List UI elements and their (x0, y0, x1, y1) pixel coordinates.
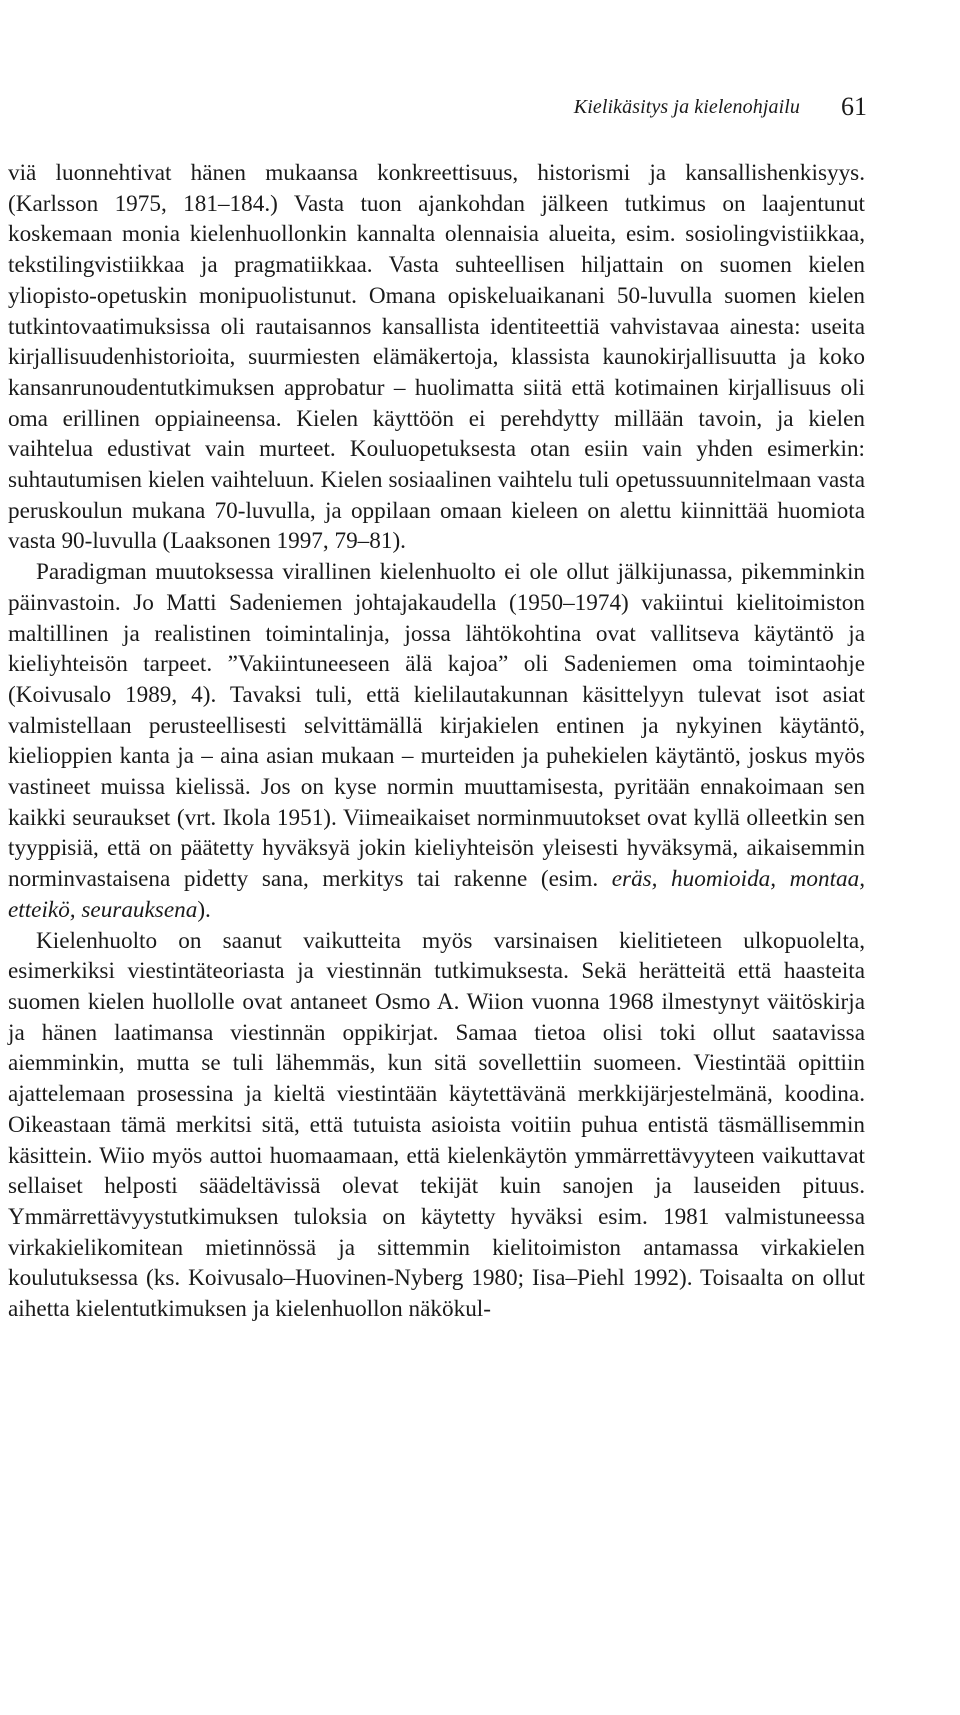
running-head (0, 92, 960, 124)
paragraph-2-text: Paradigman muutoksessa virallinen kielenhuolto ei ole ollut jälkijunassa, pikemminkin päinvastoin. Jo Matti Sadeniemen johtajakaudella (1950–1974) vakiintui kielitoimiston maltillinen ja realistinen toimintalinja, jossa lähtökohtina ovat vallitseva käytäntö ja kieliyhteisön tarpeet. ”Vakiintuneeseen älä kajoa” oli Sadeniemen oma toimintaohje (Koivusalo 1989, 4). Tavaksi tuli, että kielilautakunnan käsittelyyn tulevat isot asiat valmistellaan perusteellisesti selvittämällä kirjakielen entinen ja nykyinen käytäntö, kielioppien kanta ja – aina asian mukaan – murteiden ja puhekielen käytäntö, joskus myös vastineet muissa kielissä. Jos on kyse normin muuttamisesta, pyritään ennakoimaan sen kaikki seuraukset (vrt. Ikola 1951). Viimeaikaiset norminmuutokset ovat kyllä olleetkin sen tyyppisiä, että on päätetty hyväksyä jokin kieliyhteisön yleisesti hyväksymä, aikaisemmin norminvastaisena pidetty sana, merkitys tai rakenne (esim. (8, 559, 865, 893)
page-number: 61 (841, 92, 867, 121)
running-title: Kielikäsitys ja kielenohjailu (573, 96, 800, 118)
paragraph-1-text: viä luonnehtivat hänen mukaansa konkreettisuus, historismi ja kansallishenkisyys. (Karlsson 1975, 181–184.) Vasta tuon ajankohdan jälkeen tutkimus on laajentunut koskemaan monia kielenhuollonkin kannalta olennaisia alueita, esim. sosiolingvistiikkaa, tekstilingvistiikkaa ja pragmatiikkaa. Vasta suhteellisen hiljattain on suomen kielen yliopisto-opetuskin monipuolistunut. Omana opiskeluaikanani 50-luvulla suomen kielen tutkintovaatimuksissa oli rautaisannos kansallista identiteettiä vahvistavaa ainesta: useita kirjallisuudenhistorioita, suurmiesten elämäkertoja, klassista kaunokirjallisuutta ja koko kansanrunoudentutkimuksen approbatur – huolimatta siitä että kotimainen kirjallisuus oli oma erillinen oppiaineensa. Kielen käyttöön ei perehdytty millään tavoin, ja kielen vaihtelua edustivat vain murteet. Kouluopetuksesta otan esiin vain yhden esimerkin: suhtautumisen kielen vaihteluun. Kielen sosiaalinen vaihtelu tuli opetussuunnitelmaan vasta peruskoulun mukana 70-luvulla, ja oppilaan omaan kieleen on alettu kiinnittää huomiota vasta 90-luvulla (Laaksonen 1997, 79–81). (8, 160, 865, 555)
paragraph-2 (8, 557, 865, 925)
paragraph-2-tail: ). (197, 896, 211, 923)
paragraph-1 (8, 158, 865, 557)
paragraph-3-text: Kielenhuolto on saanut vaikutteita myös varsinaisen kielitieteen ulkopuolelta, esimerkiksi viestintäteoriasta ja viestinnän tutkimuksesta. Sekä herätteitä että haasteita suomen kielen huollolle ovat antaneet Osmo A. Wiion vuonna 1968 ilmestynyt väitöskirja ja hänen laatimansa viestinnän oppikirjat. Samaa tietoa olisi toki ollut saatavissa aiemminkin, mutta se tuli lähemmäs, kun sitä sovellettiin suomeen. Viestintää opittiin ajattelemaan prosessina ja kieltä viestintään käytettävänä merkkijärjestelmänä, koodina. Oikeastaan tämä merkitsi sitä, että tutuista asioista voitiin puhua entistä täsmällisemmin käsittein. Wiio myös auttoi huomaamaan, että kielenkäytön ymmärrettävyyteen vaikuttavat sellaiset helposti säädeltävissä olevat tekijät kuin sanojen ja lauseiden pituus. Ymmärrettävyystutkimuksen tuloksia on käytetty hyväksi esim. 1981 valmistuneessa virkakielikomitean mietinnössä ja sittemmin kielitoimiston antamassa virkakielen koulutuksessa (ks. Koivusalo–Huovinen-Nyberg 1980; Iisa–Piehl 1992). Toisaalta on ollut aihetta kielentutkimuksen ja kielenhuollon näkökul- (8, 927, 865, 1323)
body-text (8, 158, 865, 1325)
paragraph-2-italic-examples: eräs, huomioida, montaa, etteikö, seurauksena (8, 866, 865, 923)
paragraph-3 (8, 926, 865, 1325)
